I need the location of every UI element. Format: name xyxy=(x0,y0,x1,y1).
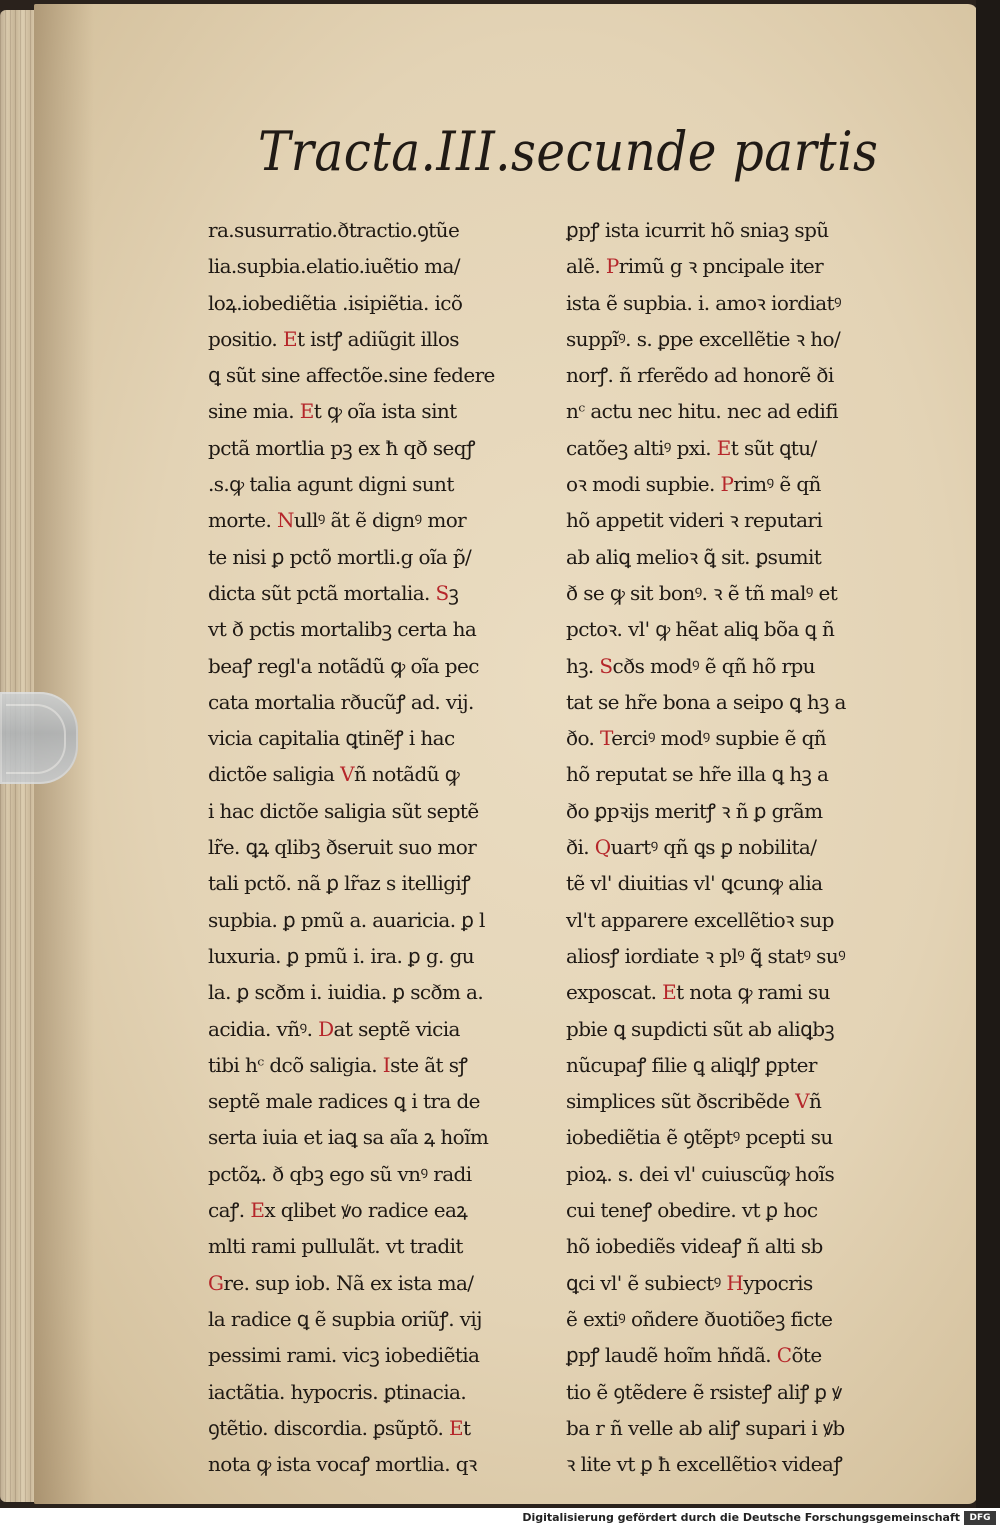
rubric-initial: S xyxy=(435,580,449,605)
text-line: iactãtia. hypocris. ꝑtinacia. xyxy=(208,1379,467,1404)
text-line: pctã mortlia pꝫ ex ħ qð seqꝭ xyxy=(208,435,475,460)
text-line: ba r ñ velle ab aliꝭ supari i ꝟb xyxy=(566,1415,845,1440)
scan-right-edge xyxy=(976,0,1000,1508)
text-line: nũcupaꝭ filie ꝗ aliꝗlꝭ ꝑpter xyxy=(566,1052,817,1077)
text-line: la. ꝑ scðm i. iuidia. ꝑ scðm a. xyxy=(208,980,484,1005)
text-line: ði. Quartꝰ qñ ꝗs ꝑ nobilita/ xyxy=(566,835,817,860)
text-line: exposcat. Et nota ꝙ rami su xyxy=(566,980,830,1005)
rubric-initial: V xyxy=(340,762,354,787)
text-line: Gre. sup iob. Nã ex ista ma/ xyxy=(208,1270,474,1295)
text-line: dictõe saligia Vñ notãdũ ꝙ xyxy=(208,762,460,787)
text-line: cui teneꝭ obedire. vt ꝑ hoc xyxy=(566,1198,818,1223)
text-line: cata mortalia rðucũꝭ ad. vij. xyxy=(208,689,474,714)
rubric-initial: Q xyxy=(594,835,611,860)
text-line: tali pctõ. nã ꝑ lr̃az s itelligiꝭ xyxy=(208,871,471,896)
rubric-initial: P xyxy=(720,472,734,497)
text-line: catõeꝫ altiꝰ pxi. Et sũt ꝗtu/ xyxy=(566,435,817,460)
text-line: ꝗci vl' ẽ subiectꝰ Hypocris xyxy=(566,1270,813,1295)
rubric-initial: E xyxy=(662,980,677,1005)
text-line: ꝗ sũt sine affectõe.sine federe xyxy=(208,363,495,388)
text-line: serta iuia et iaꝗ sa aĩa ꝝ hoĩm xyxy=(208,1125,489,1150)
text-line: loꝝ.iobediẽtia .isipiẽtia. icõ xyxy=(208,290,463,315)
text-line: ꝛ lite vt ꝑ ħ excellẽtioꝛ videaꝭ xyxy=(566,1452,843,1477)
text-line: vt ð pctis mortalibꝫ certa ha xyxy=(208,617,477,642)
text-line: iobediẽtia ẽ ꝯtẽptꝰ pcepti su xyxy=(566,1125,833,1150)
text-line: lia.supbia.elatio.iuẽtio ma/ xyxy=(208,254,460,279)
text-line: acidia. vñꝰ. Dat septẽ vicia xyxy=(208,1016,460,1041)
text-line: luxuria. ꝑ pmũ i. ira. ꝑ g. gu xyxy=(208,943,475,968)
text-line: supbia. ꝑ pmũ a. auaricia. ꝑ l xyxy=(208,907,485,932)
text-line: pbie ꝗ supdicti sũt ab aliꝗbꝫ xyxy=(566,1016,835,1041)
running-header: Tracta.III.secunde partis xyxy=(258,120,879,183)
text-line: ista ẽ supbia. i. amoꝛ iordiatꝰ xyxy=(566,290,842,315)
text-line: ð se ꝙ sit bonꝰ. ꝛ ẽ tñ malꝰ et xyxy=(566,580,838,605)
text-line: dicta sũt pctã mortalia. Sꝫ xyxy=(208,580,459,605)
text-line: ꝑpꝭ laudẽ hoĩm hñdã. Cõte xyxy=(566,1343,822,1368)
text-line: positio. Et istꝭ adiũgit illos xyxy=(208,326,459,351)
text-line: aliosꝭ iordiate ꝛ plꝰ ꝗ̃ statꝰ suꝰ xyxy=(566,943,846,968)
text-line: hõ appetit videri ꝛ reputari xyxy=(566,508,823,533)
text-line: hõ iobediẽs videaꝭ ñ alti sb xyxy=(566,1234,823,1259)
text-line: ẽ extiꝰ oñdere ðuotiõeꝫ ficte xyxy=(566,1306,833,1331)
rubric-initial: C xyxy=(776,1343,792,1368)
text-line: te nisi ꝑ pctõ mortli.g oĩa p̃/ xyxy=(208,544,472,569)
text-line: ꝯtẽtio. discordia. ꝑsũptõ. Et xyxy=(208,1415,471,1440)
page-clamp-inner xyxy=(6,704,66,774)
rubric-initial: E xyxy=(716,435,731,460)
text-line: hõ reputat se hr̃e illa ꝗ hꝫ a xyxy=(566,762,829,787)
text-line: pctõꝝ. ð qbꝫ ego sũ vnꝰ radi xyxy=(208,1161,472,1186)
text-line: pessimi rami. vicꝫ iobediẽtia xyxy=(208,1343,480,1368)
rubric-initial: N xyxy=(276,508,294,533)
text-line: pioꝝ. s. dei vl' cuiuscũꝙ hoĩs xyxy=(566,1161,835,1186)
text-line: simplices sũt ðscribẽde Vñ xyxy=(566,1089,822,1114)
text-line: morte. Nullꝰ ãt ẽ dignꝰ mor xyxy=(208,508,467,533)
rubric-initial: D xyxy=(318,1016,334,1041)
rubric-initial: H xyxy=(726,1270,744,1295)
text-column-left xyxy=(208,212,546,1482)
text-line: suppĩꝰ. s. ꝑpe excellẽtie ꝛ ho/ xyxy=(566,326,841,351)
rubric-initial: I xyxy=(382,1052,391,1077)
text-line: ðo ꝑpꝛijs meritꝭ ꝛ ñ ꝑ grãm xyxy=(566,798,823,823)
text-column-right xyxy=(566,212,896,1482)
text-line: i hac dictõe saligia sũt septẽ xyxy=(208,798,479,823)
text-line: la radice ꝗ ẽ supbia oriũꝭ. vij xyxy=(208,1306,482,1331)
text-line: sine mia. Et ꝙ oĩa ista sint xyxy=(208,399,457,424)
text-line: vl't apparere excellẽtioꝛ sup xyxy=(566,907,834,932)
text-line: oꝛ modi supbie. Primꝰ ẽ qñ xyxy=(566,472,821,497)
rubric-initial: E xyxy=(250,1198,265,1223)
footer-bar xyxy=(0,1508,1000,1528)
text-line: septẽ male radices ꝗ i tra de xyxy=(208,1089,480,1114)
text-line: ꝑpꝭ ista icurrit hõ sniaꝫ spũ xyxy=(566,218,829,242)
text-line: ab aliꝗ melioꝛ ꝗ̃ sit. ꝑsumit xyxy=(566,544,822,569)
rubric-initial: G xyxy=(208,1270,224,1295)
rubric-initial: P xyxy=(605,254,619,279)
rubric-initial: S xyxy=(599,653,613,678)
text-line: hꝫ. Scðs modꝰ ẽ qñ hõ rpu xyxy=(566,653,815,678)
text-line: ðo. Terciꝰ modꝰ supbie ẽ qñ xyxy=(566,726,827,751)
rubric-initial: T xyxy=(600,726,612,751)
text-line: ra.susurratio.ðtractio.ꝯtũe xyxy=(208,218,460,242)
text-line: alẽ. Primũ g ꝛ pncipale iter xyxy=(566,254,824,279)
text-line: lr̃e. ꝗꝝ qlibꝫ ðseruit suo mor xyxy=(208,835,477,860)
rubric-initial: E xyxy=(282,326,297,351)
text-line: tio ẽ ꝯtẽdere ẽ rsisteꝭ aliꝭ ꝑ ꝟ xyxy=(566,1379,842,1404)
rubric-initial: E xyxy=(449,1415,464,1440)
funding-credit: Digitalisierung gefördert durch die Deutsche Forschungsgemeinschaft xyxy=(522,1511,960,1524)
rubric-initial: E xyxy=(299,399,314,424)
text-line: mlti rami pullulãt. vt tradit xyxy=(208,1234,463,1259)
text-line: vicia capitalia ꝗtinẽꝭ i hac xyxy=(208,726,455,751)
text-line: pctoꝛ. vl' ꝙ hẽat aliꝗ bõa ꝗ ñ xyxy=(566,617,835,642)
page-clamp xyxy=(0,692,78,784)
text-line: .s.ꝙ talia agunt digni sunt xyxy=(208,472,454,497)
dfg-logo: DFG xyxy=(964,1511,996,1525)
text-line: beaꝭ regl'a notãdũ ꝙ oĩa pec xyxy=(208,653,479,678)
text-line: nᶜ actu nec hitu. nec ad edifi xyxy=(566,399,838,424)
text-line: tat se hr̃e bona a seipo ꝗ hꝫ a xyxy=(566,689,846,714)
text-line: caꝭ. Ex qlibet ꝟo radice eaꝝ xyxy=(208,1198,468,1223)
text-line: tẽ vl' diuitias vl' ꝗcunꝙ alia xyxy=(566,871,823,896)
text-line: norꝭ. ñ rferẽdo ad honorẽ ði xyxy=(566,363,834,388)
text-line: tibi hᶜ dcõ saligia. Iste ãt sꝭ xyxy=(208,1052,468,1077)
text-line: nota ꝙ ista vocaꝭ mortlia. qꝛ xyxy=(208,1452,477,1477)
rubric-initial: V xyxy=(795,1089,809,1114)
